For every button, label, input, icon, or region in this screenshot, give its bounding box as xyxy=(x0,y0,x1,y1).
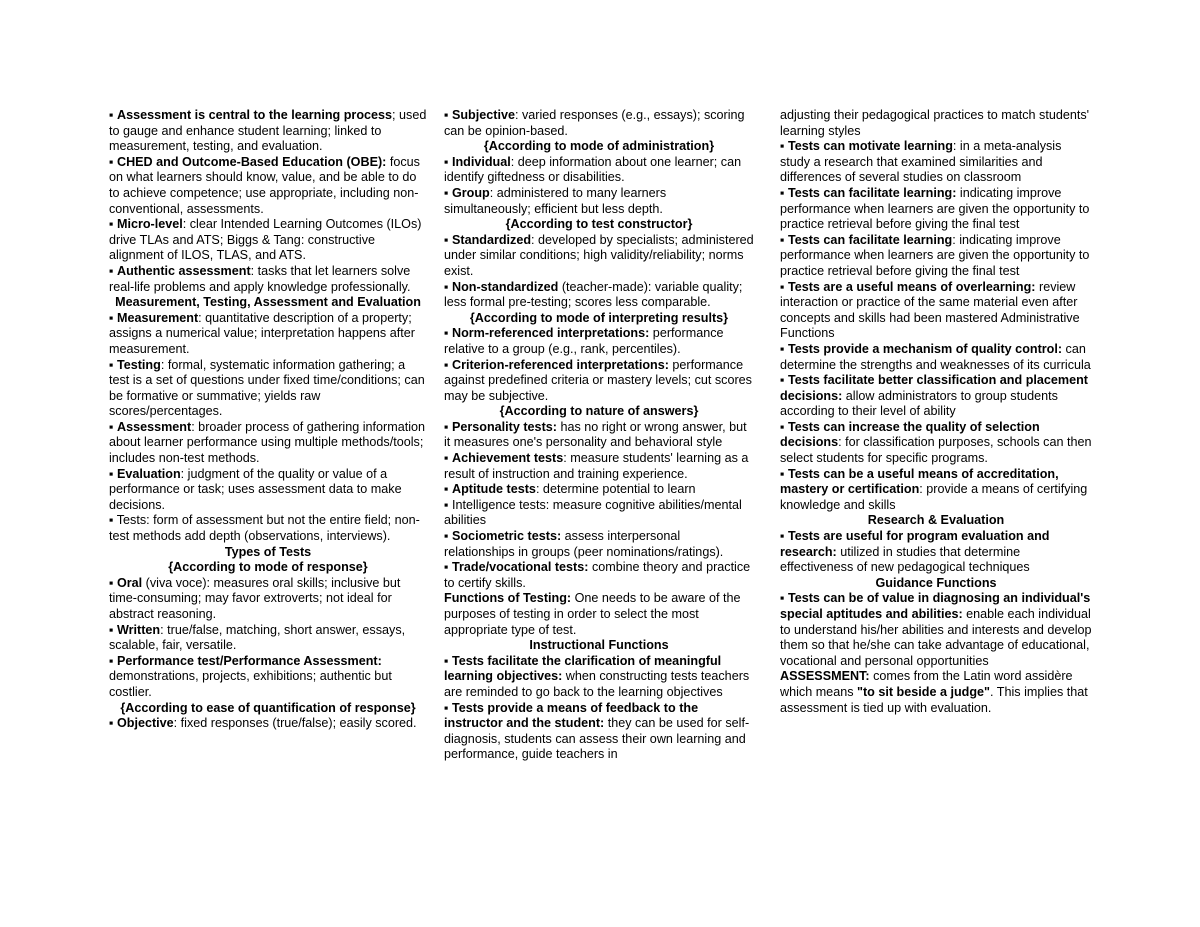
bullet-marker: ▪ xyxy=(109,622,117,637)
item-text: : fixed responses (true/false); easily scored. xyxy=(173,716,417,731)
bullet-marker: ▪ xyxy=(444,451,452,466)
bullet-item xyxy=(780,467,1092,514)
item-text: : in a meta-analysis study a research that examined similarities and differences of several studies on classroom xyxy=(780,139,1062,185)
item-text: : clear Intended Learning Outcomes (ILOs) drive TLAs and ATS; Biggs & Tang: constructive alignment of ILOS, TLAS, and ATS. xyxy=(109,217,422,263)
bullet-marker: ▪ xyxy=(780,232,788,247)
item-text: indicating improve performance when learners are given the opportunity to practice retrieval before giving the final test xyxy=(780,185,1090,232)
term-label: Tests can facilitate learning: xyxy=(787,185,957,200)
item-text: : deep information about one learner; can identify giftedness or disabilities. xyxy=(444,154,742,185)
item-text: ; used to gauge and enhance student learning; linked to measurement, testing, and evaluation. xyxy=(109,108,427,154)
bullet-item xyxy=(444,654,754,701)
term-label: Oral xyxy=(116,575,143,590)
bullet-marker: ▪ xyxy=(444,185,452,200)
section-heading: {According to ease of quantification of response} xyxy=(120,700,416,715)
term-label: Objective xyxy=(116,716,174,731)
bullet-marker: ▪ xyxy=(109,716,117,731)
bullet-item xyxy=(444,498,754,529)
item-text: : formal, systematic information gathering; a test is a set of questions under fixed time/conditions; can be formative or summative; yields raw scores/percentages. xyxy=(109,357,425,419)
bullet-marker: ▪ xyxy=(109,154,117,169)
term-label: Functions of Testing: xyxy=(444,591,572,606)
item-text: (teacher-made): variable quality; less formal pre-testing; scores less comparable. xyxy=(444,279,743,310)
bullet-item xyxy=(109,311,427,358)
bullet-item xyxy=(109,623,427,654)
bullet-item xyxy=(444,326,754,357)
bullet-item xyxy=(444,358,754,405)
term-label: Achievement tests xyxy=(451,451,564,466)
term-label: Performance test/Performance Assessment: xyxy=(116,653,382,668)
term-label: Measurement xyxy=(116,310,199,325)
item-text: they can be used for self-diagnosis, students can assess their own learning and performance, guide teachers in xyxy=(444,716,750,762)
bullet-item xyxy=(109,108,427,155)
item-text: : provide a means of certifying knowledge and skills xyxy=(780,482,1088,512)
term-label: Tests facilitate the clarification of meaningful learning objectives: xyxy=(444,653,722,684)
item-text: comes from the Latin word assidère which means xyxy=(780,669,1073,699)
bullet-item xyxy=(444,186,754,217)
section-heading: {According to nature of answers} xyxy=(499,404,699,419)
term-label: Tests provide a means of feedback to the instructor and the student: xyxy=(444,700,699,731)
bullet-item xyxy=(109,358,427,420)
term-label: Tests are useful for program evaluation and research: xyxy=(780,529,1050,559)
bullet-marker: ▪ xyxy=(109,217,117,232)
bullet-marker: ▪ xyxy=(780,373,788,388)
term-label: Tests can increase the quality of selection decisions xyxy=(780,419,1040,450)
bullet-item xyxy=(780,186,1092,233)
bullet-marker: ▪ xyxy=(444,497,452,512)
term-label: Sociometric tests: xyxy=(451,529,562,544)
bullet-marker: ▪ xyxy=(444,560,452,575)
term-label: Non-standardized xyxy=(451,279,559,294)
term-label: "to sit beside a judge" xyxy=(857,684,991,699)
column-2 xyxy=(444,108,754,763)
bullet-marker: ▪ xyxy=(109,575,117,590)
item-text: (viva voce): measures oral skills; inclusive but time-consuming; may favor extroverts; not ideal for abstract reasoning. xyxy=(109,575,401,621)
bullet-marker: ▪ xyxy=(109,357,117,372)
bullet-item xyxy=(444,482,754,498)
item-text: : developed by specialists; administered under similar conditions; high validity/reliability; norms exist. xyxy=(444,232,754,278)
bullet-marker: ▪ xyxy=(780,139,788,154)
bullet-item xyxy=(780,139,1092,186)
term-label: Tests can be of value in diagnosing an individual's special aptitudes and abilities: xyxy=(780,591,1091,621)
item-text: enable each individual to understand his/her abilities and interests and develop them so that he/she can take advantage of educational, vocational and personal opportunities xyxy=(780,607,1092,668)
term-label: Personality tests: xyxy=(451,419,557,434)
bullet-marker: ▪ xyxy=(444,419,452,434)
bullet-item xyxy=(444,560,754,591)
bullet-item xyxy=(780,373,1092,420)
item-text: adjusting their pedagogical practices to match students' learning styles xyxy=(780,108,1090,138)
term-label: Micro-level xyxy=(116,217,183,232)
term-label: Aptitude tests xyxy=(451,482,536,497)
bullet-item xyxy=(780,591,1092,669)
bullet-marker: ▪ xyxy=(780,419,788,434)
bullet-marker: ▪ xyxy=(444,700,452,715)
bullet-item xyxy=(444,280,754,311)
bullet-marker: ▪ xyxy=(444,279,452,294)
section-heading: {According to mode of administration} xyxy=(483,139,715,154)
bullet-item xyxy=(444,529,754,560)
item-text: allow administrators to group students according to their level of ability xyxy=(780,388,1058,419)
bullet-item xyxy=(444,420,754,451)
term-label: Tests are a useful means of overlearning: xyxy=(787,279,1036,294)
bullet-marker: ▪ xyxy=(444,108,452,122)
item-text: has no right or wrong answer, but it measures one's personality and behavioral style xyxy=(444,419,747,450)
item-text: performance against predefined criteria or mastery levels; cut scores may be subjective. xyxy=(444,357,752,403)
item-text: : varied responses (e.g., essays); scoring can be opinion-based. xyxy=(444,108,745,138)
item-text: : tasks that let learners solve real-life problems and apply knowledge professionally. xyxy=(109,263,411,294)
item-text: : determine potential to learn xyxy=(535,482,696,497)
item-text: performance relative to a group (e.g., rank, percentiles). xyxy=(444,326,724,356)
item-text: : quantitative description of a property; assigns a numerical value; interpretation happens after measurement. xyxy=(109,310,415,356)
section-heading: Types of Tests xyxy=(224,544,312,559)
term-label: Subjective xyxy=(451,108,515,122)
bullet-marker: ▪ xyxy=(444,232,452,247)
item-text: : true/false, matching, short answer, essays, scalable, fair, versatile. xyxy=(109,622,406,653)
term-label: Tests can be a useful means of accreditation, mastery or certification xyxy=(780,466,1059,497)
item-text: : for classification purposes, schools can then select students for specific programs. xyxy=(780,435,1092,466)
bullet-marker: ▪ xyxy=(109,310,117,325)
term-label: Individual xyxy=(451,154,511,169)
item-text: focus on what learners should know, value, and be able to do to achieve competence; use appropriate, including non-conventional, assessments. xyxy=(109,154,420,216)
bullet-marker: ▪ xyxy=(444,154,452,169)
item-text: One needs to be aware of the purposes of testing in order to select the most appropriate type of test. xyxy=(444,591,741,637)
section-heading: Research & Evaluation xyxy=(867,513,1005,528)
bullet-item xyxy=(109,420,427,467)
term-label: Tests facilitate better classification and placement decisions: xyxy=(780,373,1088,403)
term-label: Assessment xyxy=(116,419,192,434)
item-text: : broader process of gathering information about learner performance using multiple methods/tools; includes non-test methods. xyxy=(109,419,426,466)
bullet-marker: ▪ xyxy=(444,357,452,372)
section-heading: Guidance Functions xyxy=(875,575,997,590)
term-label: Authentic assessment xyxy=(116,263,251,278)
item-text: . This implies that assessment is tied up with evaluation. xyxy=(780,684,1088,715)
item-text: demonstrations, projects, exhibitions; authentic but costlier. xyxy=(109,669,392,699)
bullet-item xyxy=(780,280,1092,342)
term-label: Tests can facilitate learning xyxy=(787,232,953,247)
item-text: utilized in studies that determine effectiveness of new pedagogical techniques xyxy=(780,544,1030,575)
bullet-marker: ▪ xyxy=(780,529,788,544)
bullet-item xyxy=(780,233,1092,280)
term-label: Criterion-referenced interpretations: xyxy=(451,357,669,372)
bullet-marker: ▪ xyxy=(444,326,452,341)
bullet-marker: ▪ xyxy=(780,279,788,294)
bullet-item xyxy=(780,420,1092,467)
bullet-marker: ▪ xyxy=(780,591,788,606)
bullet-marker: ▪ xyxy=(780,185,788,200)
bullet-item xyxy=(780,108,1092,139)
bullet-item xyxy=(109,716,427,732)
item-text: : administered to many learners simultaneously; efficient but less depth. xyxy=(444,185,667,216)
bullet-item xyxy=(109,654,427,701)
item-text: when constructing tests teachers are reminded to go back to the learning objectives xyxy=(444,669,750,699)
bullet-marker: ▪ xyxy=(109,419,117,434)
bullet-marker: ▪ xyxy=(109,513,117,528)
term-label: Tests provide a mechanism of quality control: xyxy=(787,341,1063,356)
bullet-item xyxy=(109,576,427,623)
item-text: assess interpersonal relationships in groups (peer nominations/ratings). xyxy=(444,529,724,559)
bullet-item xyxy=(444,155,754,186)
bullet-marker: ▪ xyxy=(109,653,117,668)
item-text: combine theory and practice to certify skills. xyxy=(444,560,751,590)
column-3 xyxy=(780,108,1092,716)
bullet-item xyxy=(109,264,427,295)
section-heading: {According to test constructor} xyxy=(505,217,693,232)
term-label: ASSESSMENT: xyxy=(780,669,870,684)
item-text: Tests: form of assessment but not the entire field; non-test methods add depth (observations, interviews). xyxy=(109,513,420,544)
term-label: CHED and Outcome-Based Education (OBE): xyxy=(116,154,387,169)
bullet-marker: ▪ xyxy=(109,466,117,481)
item-text: : judgment of the quality or value of a performance or task; uses assessment data to make decisions. xyxy=(109,466,402,512)
bullet-marker: ▪ xyxy=(109,108,117,122)
bullet-item xyxy=(109,217,427,264)
bullet-item xyxy=(109,467,427,514)
bullet-item xyxy=(444,108,754,139)
item-text: Intelligence tests: measure cognitive abilities/mental abilities xyxy=(444,497,742,528)
term-label: Norm-referenced interpretations: xyxy=(451,326,650,341)
bullet-item xyxy=(780,669,1092,716)
bullet-item xyxy=(444,233,754,280)
section-heading: Measurement, Testing, Assessment and Evaluation xyxy=(115,295,421,310)
bullet-item xyxy=(109,155,427,217)
bullet-marker: ▪ xyxy=(444,482,452,497)
item-text: : measure students' learning as a result of instruction and training experience. xyxy=(444,451,749,481)
bullet-marker: ▪ xyxy=(780,341,788,356)
term-label: Assessment is central to the learning process xyxy=(116,108,393,122)
term-label: Standardized xyxy=(451,232,532,247)
bullet-marker: ▪ xyxy=(444,653,452,668)
bullet-marker: ▪ xyxy=(109,263,117,278)
bullet-item xyxy=(444,451,754,482)
term-label: Tests can motivate learning xyxy=(787,139,953,154)
bullet-item xyxy=(444,701,754,763)
item-text: : indicating improve performance when learners are given the opportunity to practice retrieval before giving the final test xyxy=(780,232,1090,278)
bullet-item xyxy=(780,529,1092,576)
term-label: Testing xyxy=(116,357,161,372)
item-text: review interaction or practice of the same material even after concepts and skills had been mastered Administrative Functions xyxy=(780,279,1080,341)
term-label: Evaluation xyxy=(116,466,181,481)
section-heading: {According to mode of interpreting results} xyxy=(469,310,729,325)
section-heading: Instructional Functions xyxy=(529,638,669,653)
bullet-marker: ▪ xyxy=(780,466,788,481)
item-text: can determine the strengths and weaknesses of its curricula xyxy=(780,341,1091,372)
term-label: Group xyxy=(451,185,490,200)
bullet-marker: ▪ xyxy=(444,529,452,544)
bullet-item xyxy=(780,342,1092,373)
bullet-item xyxy=(444,591,754,638)
term-label: Written xyxy=(116,622,161,637)
bullet-item xyxy=(109,513,427,544)
term-label: Trade/vocational tests: xyxy=(451,560,589,575)
column-1 xyxy=(109,108,427,732)
section-heading: {According to mode of response} xyxy=(168,560,368,575)
